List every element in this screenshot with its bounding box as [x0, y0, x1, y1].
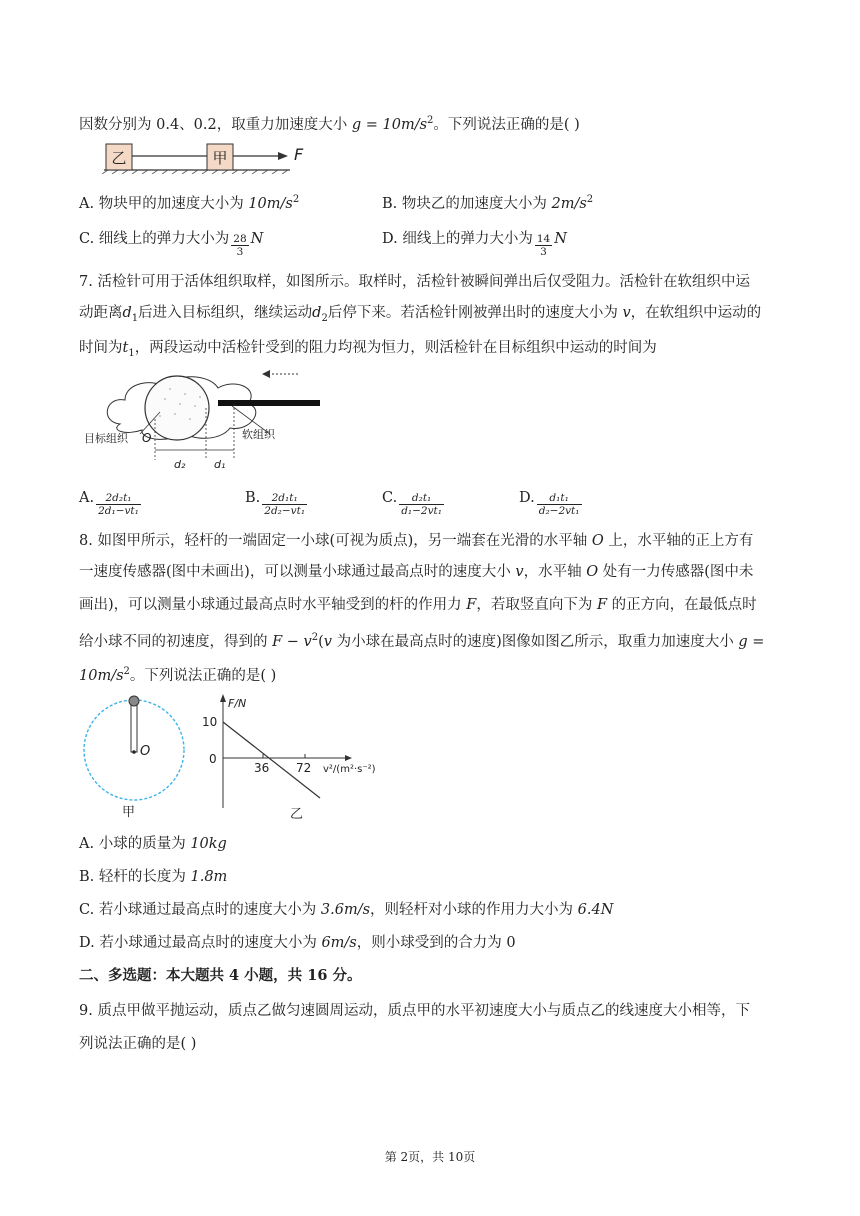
- fraction-denominator: 3: [236, 246, 244, 258]
- q8-expr: F − v: [272, 634, 312, 650]
- q7-option-c: [382, 487, 446, 517]
- light-rod: [131, 704, 137, 752]
- target-tissue-circle: [145, 376, 209, 440]
- q8-option-d-text: D. 若小球通过最高点时的速度大小为: [79, 935, 322, 951]
- y-tick-10: 10: [202, 715, 218, 729]
- option-label: B.: [245, 490, 261, 506]
- q7-option-b-fraction: [262, 492, 307, 517]
- point-O-label: O: [142, 431, 152, 445]
- q6-option-d-unit: N: [554, 231, 567, 247]
- q8-v: v: [515, 564, 524, 580]
- q8-text: ，水平轴: [523, 564, 587, 580]
- q8-text: 。下列说法正确的是( ): [129, 668, 277, 684]
- q7-option-d: [519, 487, 584, 517]
- q6-option-d: [382, 228, 567, 258]
- q8-F: F: [596, 597, 607, 613]
- q6-option-d-text: D. 细线上的弹力大小为: [382, 231, 533, 247]
- d1-label: d₁: [214, 458, 226, 471]
- q8-option-d-value: 6m/s: [321, 935, 357, 951]
- q8-text: (: [318, 634, 324, 650]
- d2-label: d₂: [174, 458, 186, 471]
- q8-stem-line-3: [79, 594, 757, 616]
- q8-figures: [80, 690, 410, 822]
- q6-option-a-text: A. 物块甲的加速度大小为: [79, 196, 249, 212]
- q8-v: v: [323, 634, 332, 650]
- q8-option-c-text: C. 若小球通过最高点时的速度大小为: [79, 902, 321, 918]
- q8-g-value: 10m/s: [79, 668, 124, 684]
- q7-text: 时间为: [79, 340, 123, 356]
- q8-text: 画出)，可以测量小球通过最高点时水平轴受到的杆的作用力: [79, 597, 467, 613]
- q8-O: O: [586, 564, 599, 580]
- axis-O-label: O: [140, 744, 151, 759]
- q6-option-d-fraction: [535, 233, 552, 258]
- figure-jia-label: 甲: [122, 805, 136, 820]
- fraction-denominator: 3: [540, 246, 547, 258]
- q6-option-c: [79, 228, 263, 258]
- q7-text: 后停下来。若活检针刚被弹出时的速度大小为: [327, 305, 623, 321]
- fraction-numerator: 28: [233, 233, 247, 245]
- q6-option-a-value: 10m/s: [248, 196, 293, 212]
- force-label: F: [294, 145, 304, 164]
- q6-stem-text: 因数分别为 0.4、0.2，取重力加速度大小: [79, 117, 352, 133]
- q6-option-b: B. 物块乙的加速度大小为 $2m/s^2$: [382, 194, 594, 212]
- q8-stem-line-2: [79, 561, 753, 583]
- q8-option-c-value: 3.6m/s: [320, 902, 371, 918]
- q6-option-b-text: B. 物块乙的加速度大小为: [382, 196, 552, 212]
- q6-stem-line: 因数分别为 0.4、0.2，取重力加速度大小 $g = 10m/s^2$。下列说法正确的是( ): [79, 115, 580, 133]
- fraction-numerator: 2d₂t₁: [96, 492, 141, 505]
- fraction-denominator: d₁−2vt₁: [401, 505, 442, 517]
- page-footer: 第 2页，共 10页: [384, 1150, 476, 1164]
- q8-text: 的正方向，在最低点时: [607, 597, 757, 613]
- q8-option-a-value: 10kg: [190, 836, 227, 852]
- x-tick-36: 36: [254, 761, 270, 775]
- q7-option-c-fraction: [399, 492, 444, 517]
- q8-text: 为小球在最高点时的速度)图像如图乙所示，取重力加速度大小: [331, 634, 739, 650]
- q7-v: v: [622, 305, 631, 321]
- q7-t1: t: [122, 340, 129, 356]
- q8-option-b-text: B. 轻杆的长度为: [79, 869, 191, 885]
- biopsy-needle: [218, 400, 320, 406]
- fraction-denominator: 2d₁−vt₁: [98, 505, 139, 517]
- fraction-numerator: d₂t₁: [399, 492, 444, 505]
- q8-option-c: [79, 899, 613, 921]
- q6-blocks-figure: [100, 140, 310, 174]
- q8-text: ，若取竖直向下为: [476, 597, 597, 613]
- option-label: D.: [519, 490, 535, 506]
- q8-text: 8. 如图甲所示，轻杆的一端固定一小球(可视为质点)，另一端套在光滑的水平轴: [79, 533, 592, 549]
- graph-line: [223, 722, 320, 798]
- fraction-numerator: 14: [536, 233, 551, 245]
- q6-option-b-value: 2m/s: [551, 196, 587, 212]
- q6-gravity-value: g = 10m/s: [351, 117, 428, 133]
- q7-option-a: [79, 487, 143, 517]
- q8-stem-line-1: [79, 530, 753, 552]
- q7-stem-line-1: 7. 活检针可用于活体组织取样，如图所示。取样时，活检针被瞬间弹出后仅受阻力。活检针在软组织中运: [79, 274, 750, 290]
- q8-stem-line-4: 给小球不同的初速度，得到的 $F - v^2(v$ 为小球在最高点时的速度)图像如图乙所示，取重力加速度大小 g =: [79, 632, 765, 650]
- q8-text: 一速度传感器(图中未画出)，可以测量小球通过最高点时的速度大小: [79, 564, 516, 580]
- x-tick-72: 72: [296, 761, 312, 775]
- q8-option-d-text: ，则小球受到的合力为 0: [356, 935, 516, 951]
- option-label: C.: [382, 490, 398, 506]
- option-label: A.: [79, 490, 95, 506]
- q8-F: F: [466, 597, 477, 613]
- q9-stem-line-1: 9. 质点甲做平抛运动，质点乙做匀速圆周运动，质点甲的水平初速度大小与质点乙的线速度大小相等，下: [79, 1003, 750, 1019]
- q8-text: 给小球不同的初速度，得到的: [79, 634, 273, 650]
- q7-text: ，两段运动中活检针受到的阻力均视为恒力，则活检针在目标组织中运动的时间为: [134, 340, 657, 356]
- q8-option-c-text: ，则轻杆对小球的作用力大小为: [370, 902, 578, 918]
- q7-text: 后进入目标组织，继续运动: [138, 305, 313, 321]
- q7-option-a-fraction: [96, 492, 141, 517]
- y-axis-label: F/N: [228, 697, 247, 710]
- q8-option-a-text: A. 小球的质量为: [79, 836, 191, 852]
- origin-label: 0: [209, 752, 217, 766]
- q7-option-b: [245, 487, 309, 517]
- q7-stem-line-3: 时间为$t_1$，两段运动中活检针受到的阻力均视为恒力，则活检针在目标组织中运动的时间为: [79, 340, 657, 359]
- q8-text: 处有一力传感器(图中未: [598, 564, 754, 580]
- q7-text: 动距离: [79, 305, 123, 321]
- q6-stem-question: 。下列说法正确的是( ): [433, 117, 580, 133]
- q8-g: g =: [738, 634, 765, 650]
- q8-text: 上，水平轴的正上方有: [603, 533, 754, 549]
- q7-text: ，在软组织中运动的: [630, 305, 762, 321]
- q7-d2: d: [312, 305, 322, 321]
- q6-option-c-text: C. 细线上的弹力大小为: [79, 231, 230, 247]
- q8-O: O: [591, 533, 604, 549]
- block-jia-label: 甲: [212, 149, 228, 167]
- ball: [129, 696, 139, 706]
- q8-option-d: [79, 932, 516, 954]
- fraction-numerator: 2d₁t₁: [262, 492, 307, 505]
- q7-stem-line-2: 动距离$d_1$后进入目标组织，继续运动$d_2$后停下来。若活检针刚被弹出时的速度大小为 v，在软组织中运动的: [79, 305, 762, 324]
- section-2-heading: 二、多选题：本大题共 4 小题，共 16 分。: [79, 967, 362, 984]
- q8-option-a: [79, 833, 227, 855]
- q7-option-d-fraction: [537, 492, 582, 517]
- soft-tissue-label: 软组织: [242, 428, 275, 441]
- x-axis-label: v²/(m²·s⁻²): [323, 764, 376, 775]
- q8-option-c-value: 6.4N: [577, 902, 614, 918]
- q8-stem-line-5: $10m/s^2$。下列说法正确的是( ): [79, 666, 277, 684]
- q8-option-b-value: 1.8m: [190, 869, 228, 885]
- q6-option-c-unit: N: [250, 231, 264, 247]
- q6-option-a: A. 物块甲的加速度大小为 $10m/s^2$: [79, 194, 300, 212]
- fraction-denominator: d₂−2vt₁: [538, 505, 580, 517]
- block-yi-label: 乙: [111, 149, 127, 167]
- q9-stem-line-2: 列说法正确的是( ): [79, 1036, 197, 1052]
- fraction-denominator: 2d₂−vt₁: [264, 505, 306, 517]
- figure-yi-label: 乙: [290, 807, 304, 822]
- target-tissue-label: 目标组织: [84, 432, 128, 445]
- fraction-numerator: d₁t₁: [537, 492, 582, 505]
- q7-d1: d: [122, 305, 132, 321]
- q6-option-c-fraction: [231, 233, 248, 258]
- q7-biopsy-figure: [80, 364, 330, 476]
- q8-option-b: [79, 866, 227, 888]
